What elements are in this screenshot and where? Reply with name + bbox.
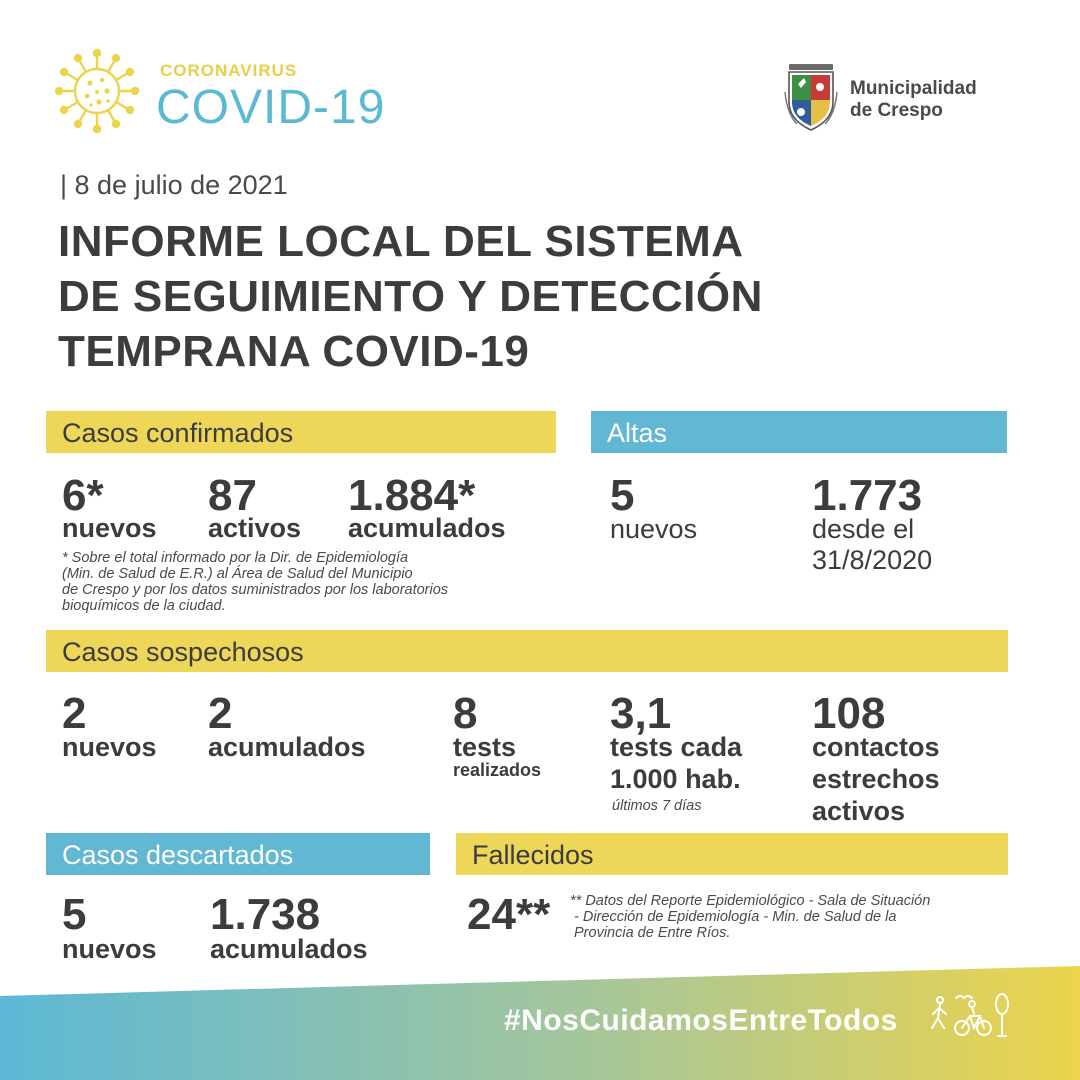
altas-total-value: 1.773 (812, 471, 923, 520)
footnote-line: (Min. de Salud de E.R.) al Área de Salud del Municipio (62, 566, 413, 582)
sospechosos-acumulados-value: 2 (208, 689, 233, 738)
crest-logo (783, 62, 839, 134)
confirmados-acumulados-label: acumulados (348, 513, 506, 543)
tests-value: 8 (453, 689, 478, 738)
tests-ratio-note: últimos 7 días (612, 798, 702, 814)
confirmados-nuevos-value: 6* (62, 471, 104, 520)
coronavirus-label: CORONAVIRUS (160, 61, 298, 80)
footnote-line: * Sobre el total informado por la Dir. de Epidemiología (62, 550, 409, 566)
altas-total-label-line1: desde el (812, 514, 915, 544)
tests-ratio-label-line1: tests cada (610, 732, 743, 762)
tests-label: tests (453, 732, 517, 762)
confirmados-heading: Casos confirmados (46, 411, 556, 453)
contactos-label-line3: activos (812, 796, 906, 826)
covid-label: COVID-19 (156, 81, 386, 134)
walking-cycling-icon (928, 992, 1012, 1040)
fallecidos-heading: Fallecidos (456, 833, 1008, 875)
tests-ratio-label-line2: 1.000 hab. (610, 764, 741, 794)
sospechosos-nuevos-label: nuevos (62, 732, 157, 762)
confirmados-activos-label: activos (208, 513, 302, 543)
footnote-line: ** Datos del Reporte Epidemiológico - Sala de Situación (570, 893, 931, 909)
altas-total-label (812, 514, 932, 576)
confirmados-activos-value: 87 (208, 471, 257, 520)
page-title (58, 214, 763, 379)
municipality-name (850, 78, 977, 122)
descartados-nuevos-value: 5 (62, 890, 87, 939)
contactos-label (812, 731, 940, 827)
footnote-line: de Crespo y por los datos suministrados por los laboratorios (62, 582, 449, 598)
sospechosos-acumulados-label: acumulados (208, 732, 366, 762)
virus-icon (52, 46, 142, 136)
hashtag: #NosCuidamosEntreTodos (504, 1004, 898, 1037)
title-line: DE SEGUIMIENTO Y DETECCIÓN (58, 272, 763, 321)
fallecidos-footnote (570, 893, 1024, 941)
tests-sublabel: realizados (453, 760, 542, 780)
confirmados-nuevos-label: nuevos (62, 513, 157, 543)
altas-total-label-line2: 31/8/2020 (812, 545, 933, 575)
title-line: TEMPRANA COVID-19 (58, 327, 530, 376)
municipality-line2: de Crespo (850, 100, 943, 121)
sospechosos-nuevos-value: 2 (62, 689, 87, 738)
report-date: | 8 de julio de 2021 (60, 170, 288, 200)
footnote-line: - Dirección de Epidemiología - Min. de Salud de la (574, 909, 897, 925)
contactos-value: 108 (812, 689, 886, 738)
fallecidos-value: 24** (467, 890, 551, 939)
municipality-line1: Municipalidad (850, 78, 977, 99)
footnote-line: bioquímicos de la ciudad. (62, 598, 226, 614)
tests-ratio-value: 3,1 (610, 689, 672, 738)
confirmados-footnote (62, 550, 562, 614)
contactos-label-line2: estrechos (812, 764, 940, 794)
altas-heading: Altas (591, 411, 1007, 453)
descartados-acumulados-label: acumulados (210, 934, 368, 964)
title-line: INFORME LOCAL DEL SISTEMA (58, 217, 744, 266)
contactos-label-line1: contactos (812, 732, 940, 762)
footnote-line: Provincia de Entre Ríos. (574, 925, 731, 941)
descartados-nuevos-label: nuevos (62, 934, 157, 964)
tests-ratio-label (610, 731, 742, 795)
altas-nuevos-value: 5 (610, 471, 635, 520)
sospechosos-heading: Casos sospechosos (46, 630, 1008, 672)
altas-nuevos-label: nuevos (610, 514, 698, 544)
descartados-heading: Casos descartados (46, 833, 430, 875)
descartados-acumulados-value: 1.738 (210, 890, 321, 939)
confirmados-acumulados-value: 1.884* (348, 471, 476, 520)
